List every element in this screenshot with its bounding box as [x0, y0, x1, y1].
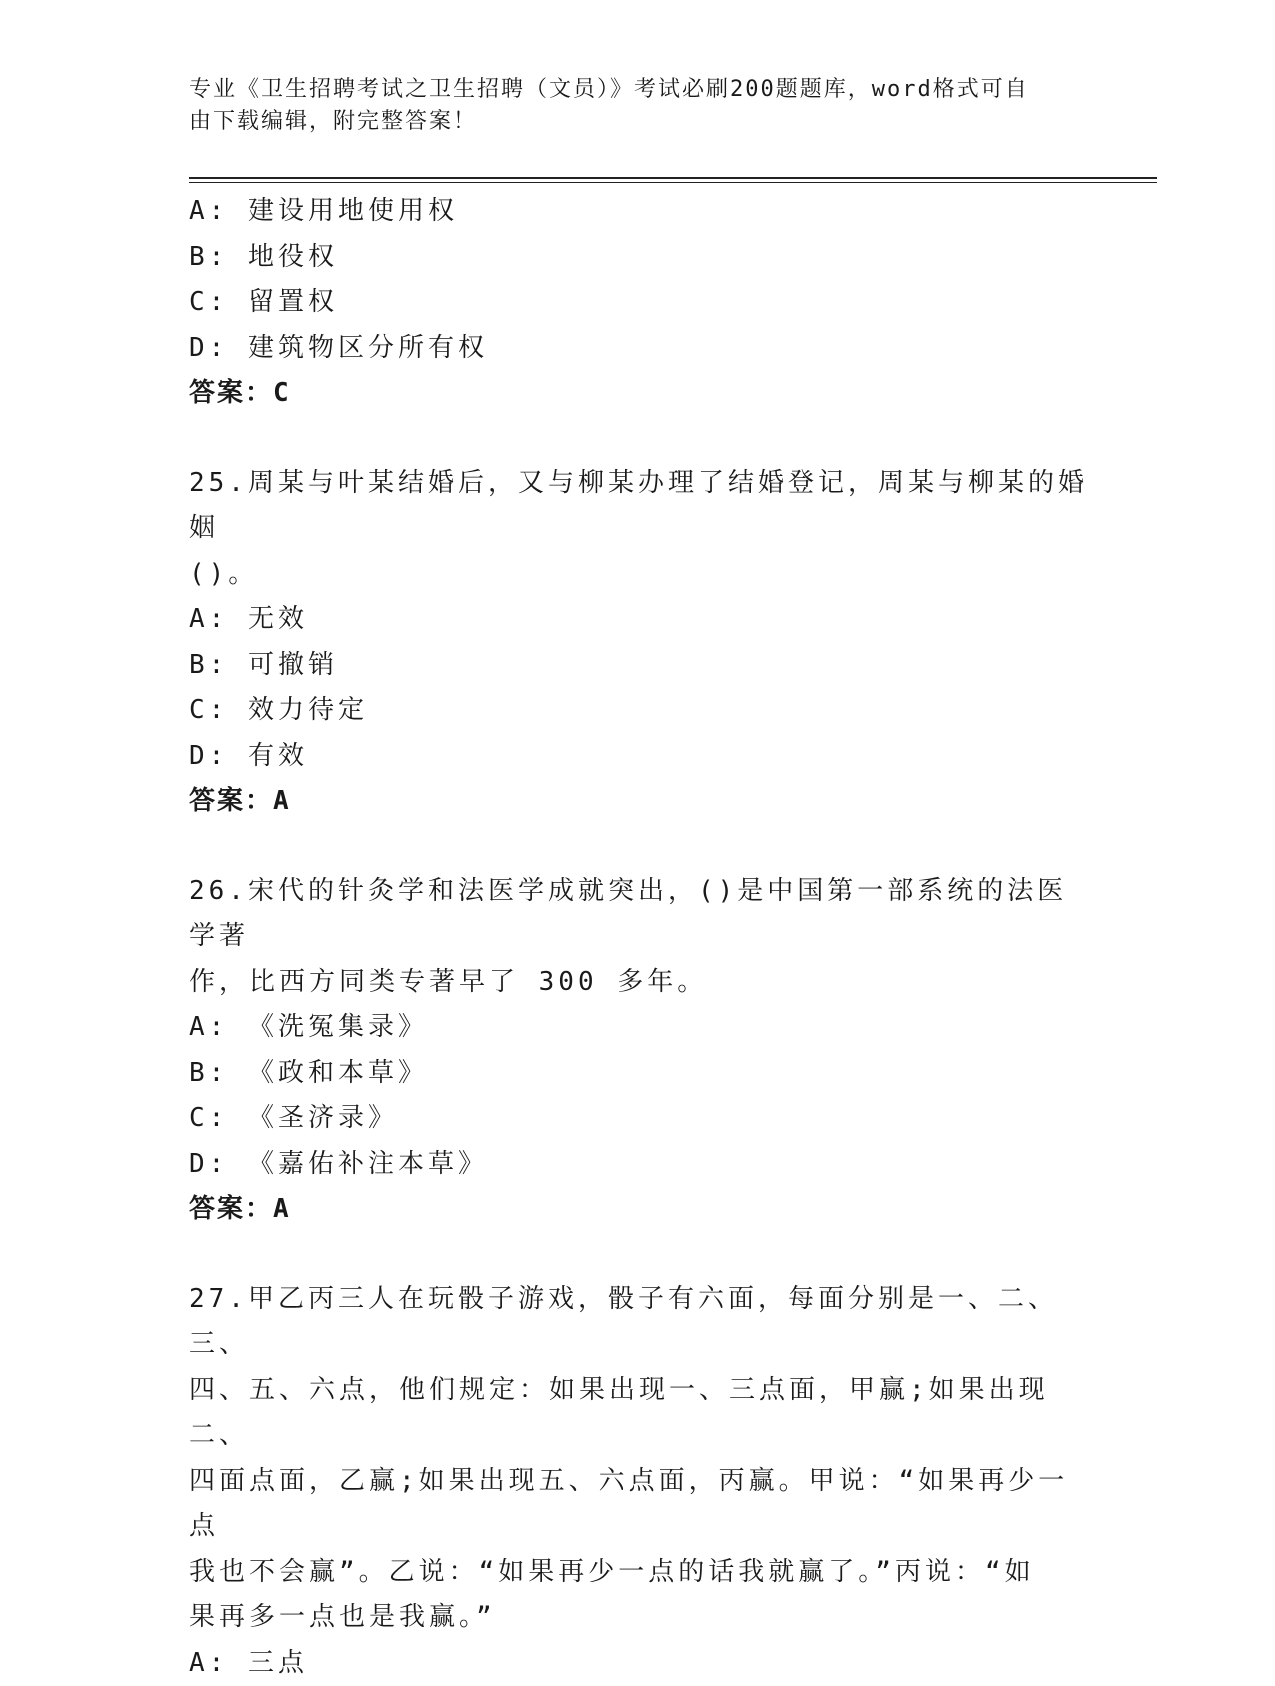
q24-option-b: B: 地役权: [189, 235, 1089, 281]
q25-answer: 答案：A: [189, 779, 1089, 825]
q26-stem-line-1: 26.宋代的针灸学和法医学成就突出，()是中国第一部系统的法医学著: [189, 869, 1089, 960]
q26-stem-line-2: 作，比西方同类专著早了 300 多年。: [189, 960, 1089, 1006]
q24-option-a: A: 建设用地使用权: [189, 189, 1089, 235]
document-header: [189, 74, 1069, 138]
q26-option-c: C: 《圣济录》: [189, 1096, 1089, 1142]
q25-stem-line-2: ()。: [189, 552, 1089, 598]
q25-stem-line-1: 25.周某与叶某结婚后，又与柳某办理了结婚登记，周某与柳某的婚姻: [189, 461, 1089, 552]
question-27-block: [189, 1277, 1089, 1686]
q25-option-a: A: 无效: [189, 597, 1089, 643]
q24-answer: 答案：C: [189, 371, 1089, 417]
q26-stem: [189, 869, 1089, 1006]
q26-option-a: A: 《洗冤集录》: [189, 1005, 1089, 1051]
header-rule-thin: [189, 182, 1157, 183]
header-line-1: 专业《卫生招聘考试之卫生招聘（文员）》考试必刷200题题库，word格式可自: [189, 74, 1069, 106]
q27-stem-line-1: 27.甲乙丙三人在玩骰子游戏，骰子有六面，每面分别是一、二、三、: [189, 1277, 1089, 1368]
q25-option-c: C: 效力待定: [189, 688, 1089, 734]
question-content: [189, 189, 1089, 1686]
q27-stem-line-3: 四面点面，乙赢;如果出现五、六点面，丙赢。甲说：“如果再少一点: [189, 1459, 1089, 1550]
q26-option-d: D: 《嘉佑补注本草》: [189, 1142, 1089, 1188]
q27-stem-line-4: 我也不会赢”。乙说：“如果再少一点的话我就赢了。”丙说：“如: [189, 1550, 1089, 1596]
q25-option-d: D: 有效: [189, 734, 1089, 780]
question-26-block: [189, 869, 1089, 1233]
q26-answer: 答案：A: [189, 1187, 1089, 1233]
question-25-block: [189, 461, 1089, 825]
header-line-2: 由下载编辑，附完整答案！: [189, 106, 1069, 138]
q24-option-d: D: 建筑物区分所有权: [189, 326, 1089, 372]
q25-option-b: B: 可撤销: [189, 643, 1089, 689]
q24-option-c: C: 留置权: [189, 280, 1089, 326]
q27-option-a: A: 三点: [189, 1641, 1089, 1686]
header-rule-thick: [189, 177, 1157, 179]
q26-option-b: B: 《政和本草》: [189, 1051, 1089, 1097]
q25-stem: [189, 461, 1089, 598]
q27-stem-line-5: 果再多一点也是我赢。”: [189, 1595, 1089, 1641]
question-24-block: [189, 189, 1089, 417]
q27-stem: [189, 1277, 1089, 1641]
q27-stem-line-2: 四、五、六点，他们规定：如果出现一、三点面，甲赢;如果出现二、: [189, 1368, 1089, 1459]
